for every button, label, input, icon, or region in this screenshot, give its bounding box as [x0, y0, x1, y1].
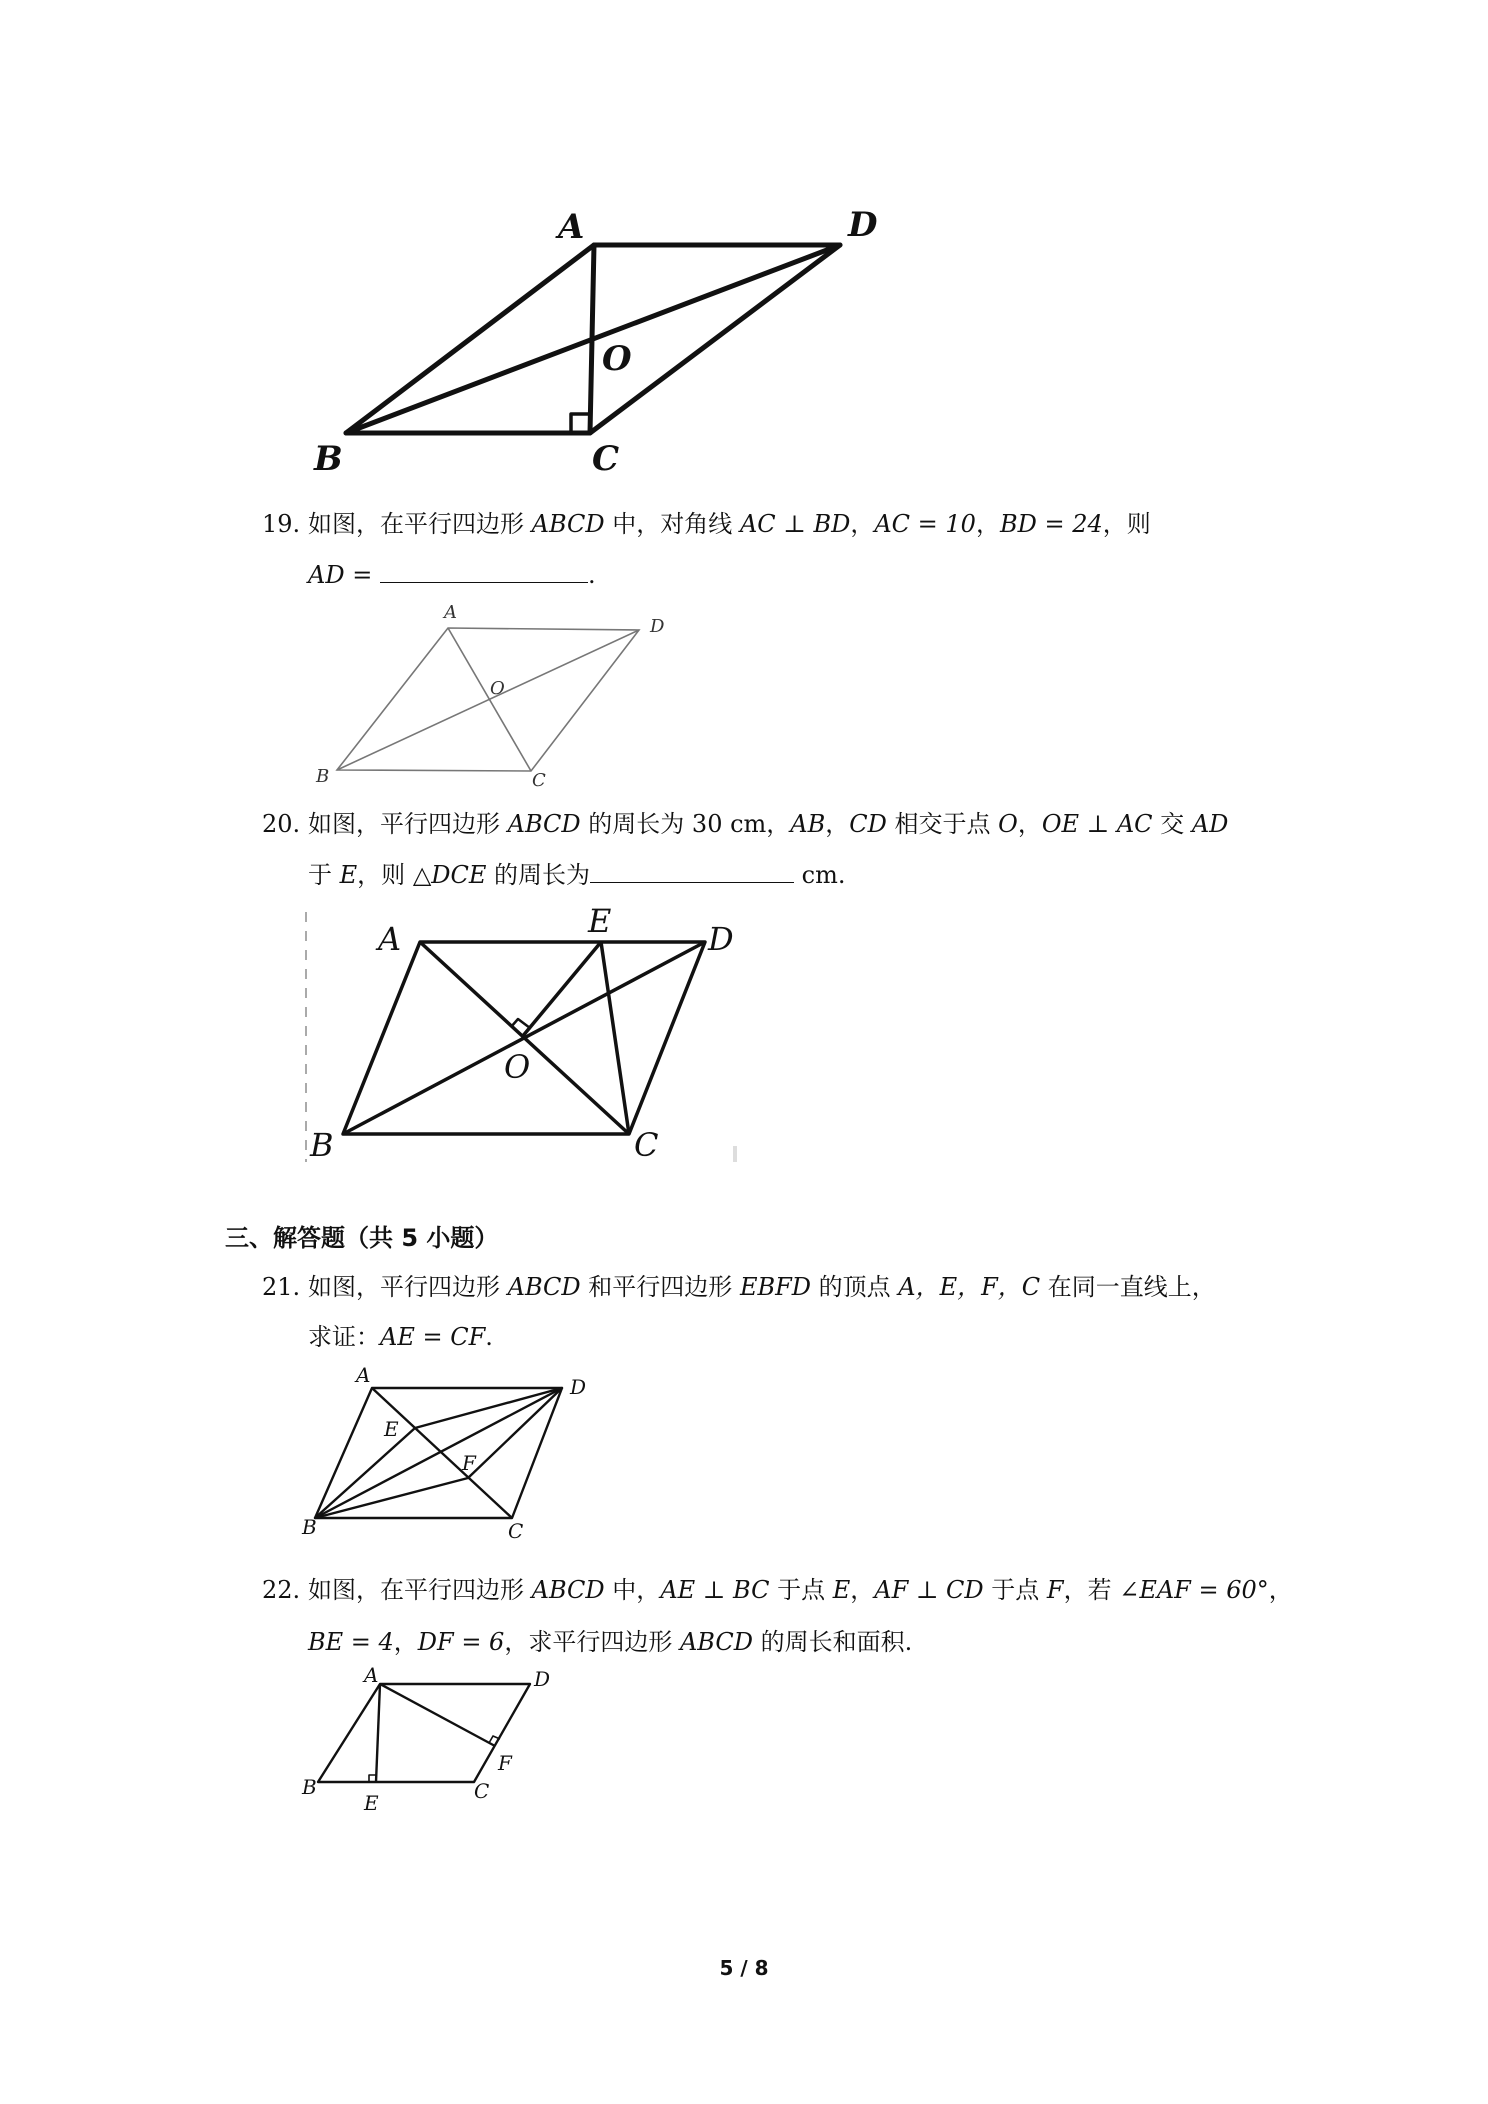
label-o: O: [504, 1048, 531, 1086]
label-f: F: [498, 1751, 512, 1775]
figure-22: [294, 1666, 574, 1826]
label-a: A: [378, 920, 402, 958]
label-o: O: [602, 339, 632, 379]
label-o: O: [490, 678, 505, 699]
question-21: 21. 如图，平行四边形 ABCD 和平行四边形 EBFD 的顶点 A，E，F，C 在同一直线上，: [262, 1262, 1216, 1312]
answer-blank[interactable]: [590, 862, 794, 883]
label-d: D: [570, 1375, 587, 1399]
question-number: 19.: [262, 510, 301, 538]
label-c: C: [508, 1519, 524, 1543]
label-b: B: [310, 1126, 334, 1164]
figure-19: [306, 600, 686, 790]
label-b: B: [314, 439, 343, 479]
label-d: D: [848, 205, 878, 245]
answer-blank[interactable]: [380, 562, 588, 583]
label-d: D: [650, 616, 665, 637]
question-20: 20. 如图，平行四边形 ABCD 的周长为 30 cm，AB，CD 相交于点 O，OE ⊥ AC 交 AD: [262, 799, 1228, 849]
question-number: 21.: [262, 1273, 301, 1301]
label-e: E: [364, 1791, 379, 1815]
question-number: 22.: [262, 1576, 301, 1604]
figure-21: [294, 1366, 614, 1546]
label-e: E: [384, 1417, 399, 1441]
question-22-line2: BE = 4，DF = 6，求平行四边形 ABCD 的周长和面积.: [308, 1628, 913, 1656]
figure-20: [298, 900, 748, 1180]
label-a: A: [364, 1666, 379, 1687]
question-21-line2: 求证：AE = CF.: [308, 1323, 493, 1351]
label-a: A: [444, 602, 457, 623]
question-number: 20.: [262, 810, 301, 838]
label-c: C: [634, 1126, 659, 1164]
question-19-line2: AD = .: [308, 561, 596, 589]
question-20-line2: 于 E，则 △DCE 的周长为 cm.: [308, 861, 846, 889]
label-d: D: [708, 920, 734, 958]
label-b: B: [302, 1515, 317, 1539]
page-number: 5 / 8: [719, 1956, 769, 1980]
label-d: D: [534, 1667, 551, 1691]
label-b: B: [302, 1775, 317, 1799]
label-c: C: [532, 770, 546, 790]
question-22: 22. 如图，在平行四边形 ABCD 中，AE ⊥ BC 于点 E，AF ⊥ CD 于点 F，若 ∠EAF = 60°，: [262, 1565, 1293, 1615]
label-c: C: [474, 1779, 490, 1803]
label-a: A: [356, 1366, 371, 1387]
section-header: 三、解答题（共 5 小题）: [225, 1224, 499, 1252]
label-f: F: [462, 1451, 476, 1475]
label-b: B: [316, 766, 330, 787]
label-e: E: [588, 902, 612, 940]
question-19: 19. 如图，在平行四边形 ABCD 中，对角线 AC ⊥ BD，AC = 10，BD = 24，则: [262, 499, 1151, 549]
label-c: C: [592, 439, 620, 479]
label-a: A: [558, 207, 585, 247]
figure-parallelogram-abcd-right-angle: [300, 200, 900, 480]
